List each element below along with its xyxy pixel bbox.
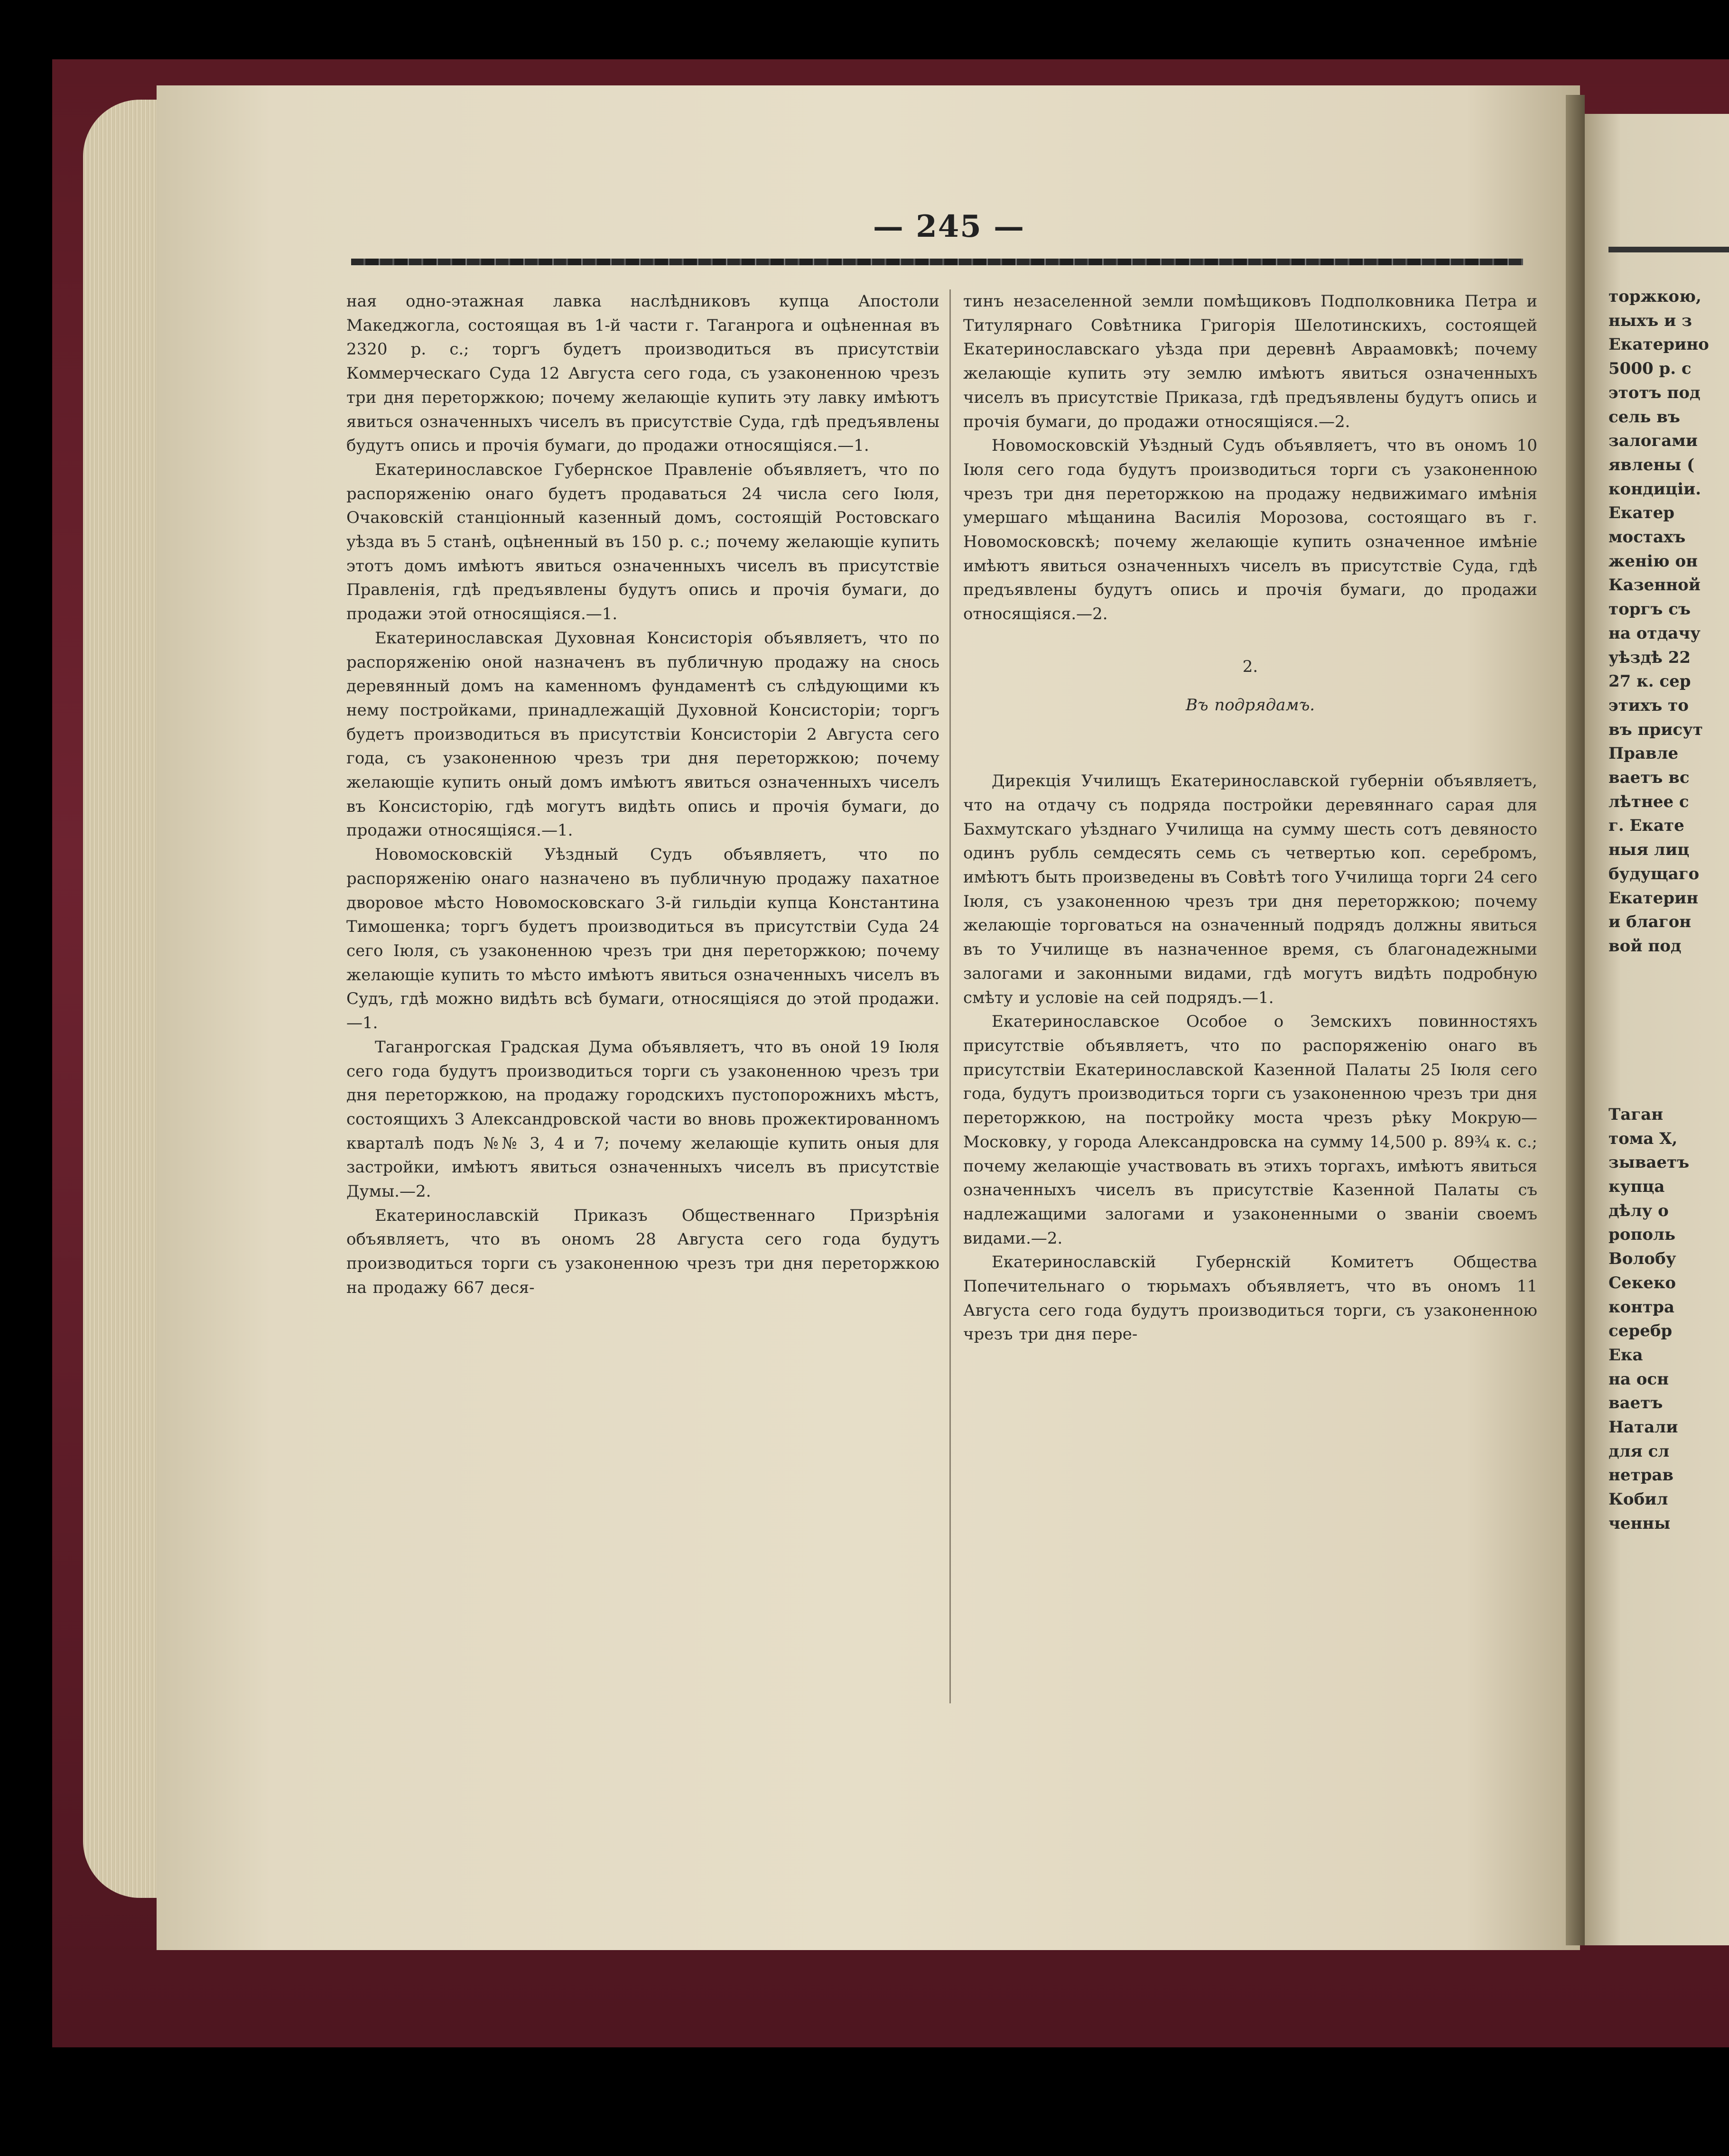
next-page-line: рополь xyxy=(1608,1225,1676,1245)
next-page-line: Екатерин xyxy=(1608,888,1699,908)
section-number: 2. xyxy=(1242,657,1258,676)
notice-paragraph: Екатеринославское Губернское Правленіе объявляетъ, что по распоряженію онаго будетъ продаваться 24 числа сего Іюля, Очаковскій станціонный казенный домъ, состоящій Ростовскаго уѣзда въ 5 станѣ, оцѣненный въ 150 р. с.; почему желающіе купить этотъ домъ имѣютъ явиться означенныхъ чиселъ въ присутствіе Правленія, гдѣ предъявлены будутъ опись и прочія бумаги, до продажи этой относящіяся.—1. xyxy=(346,460,939,624)
background-strip xyxy=(0,2050,1729,2156)
next-page-line: контра xyxy=(1608,1297,1674,1317)
next-page-line: ныя лиц xyxy=(1608,840,1690,860)
page-number: — 245 — xyxy=(873,209,1025,244)
next-page-line: 27 к. сер xyxy=(1608,672,1691,691)
next-page-line: нетрав xyxy=(1608,1466,1674,1485)
next-page-line: вой под xyxy=(1608,936,1682,956)
next-page-line: для сл xyxy=(1608,1441,1670,1461)
next-page-line xyxy=(1608,1031,1729,1055)
next-page-line: купца xyxy=(1608,1177,1665,1197)
notice-paragraph: Екатеринославскій Приказъ Общественнаго Призрѣнія объявляетъ, что въ ономъ 28 Августа сего года будутъ производиться торги съ узаконенною чрезъ три дня переторжкою на продажу 667 деся- xyxy=(346,1206,939,1297)
next-page-line: ваетъ вс xyxy=(1608,768,1690,788)
next-page-line xyxy=(1608,1078,1729,1103)
next-page-line: мостахъ xyxy=(1608,528,1686,547)
notice-paragraph: ная одно-этажная лавка наслѣдниковъ купца Апостоли Македжогла, состоящая въ 1-й части г. Таганрога и оцѣненная въ 2320 р. с.; торгъ будетъ производиться въ присутствіи Коммерческаго Суда 12 Августа сего года, съ узаконенною чрезъ три дня переторжкою; почему желающіе купить эту лавку имѣютъ явиться означенныхъ чиселъ въ присутствіе Суда, гдѣ предъявлены будутъ опись и прочія бумаги, до продажи относящіяся.—1. xyxy=(346,292,939,455)
next-page-line xyxy=(1608,982,1729,1006)
left-column xyxy=(346,289,939,1300)
notice-paragraph: Дирекція Училищъ Екатеринославской губерніи объявляетъ, что на отдачу съ подряда постройки деревяннаго сарая для Бахмутскаго уѣзднаго Училища на сумму шесть сотъ девяносто одинъ рубль семдесять семь съ четвертью коп. серебромъ, имѣютъ быть произведены въ Совѣтѣ того Училища торги 24 сего Іюля, съ узаконенною чрезъ три дня переторжкою; почему желающіе торговаться на означенный подрядъ должны явиться въ то Училище въ назначенное время, съ благонадежными залогами и законными видами, гдѣ могутъ видѣть подробную смѣту и условіе на сей подрядъ.—1. xyxy=(963,771,1537,1007)
next-page-line: уѣздѣ 22 xyxy=(1608,648,1691,667)
notice-paragraph: Новомосковскій Уѣздный Судъ объявляетъ, что по распоряженію онаго назначено въ публичную продажу пахатное дворовое мѣсто Новомосковскаго 3-й гильдіи купца Константина Тимошенка; торгъ будетъ производиться въ присутствіи Суда 24 сего Іюля, съ узаконенною чрезъ три дня переторжкою; почему желающіе купить то мѣсто имѣютъ явиться означенныхъ чиселъ въ Судъ, гдѣ можно видѣть всѣ бумаги, относящіяся до этой продажи.—1. xyxy=(346,845,939,1033)
section-title: Въ подрядамъ. xyxy=(1185,695,1315,715)
next-page-line: ченны xyxy=(1608,1514,1671,1533)
next-page-line: явлены ( xyxy=(1608,455,1695,474)
next-page-line: Казенной xyxy=(1608,576,1701,595)
next-page-rule xyxy=(1608,247,1729,252)
next-page-line: этихъ то xyxy=(1608,696,1689,715)
next-page-line: дѣлу о xyxy=(1608,1201,1669,1220)
next-page-line: на осн xyxy=(1608,1369,1669,1389)
next-page-line xyxy=(1608,958,1729,983)
next-page-line: Екатер xyxy=(1608,503,1674,523)
next-page-line: сель въ xyxy=(1608,407,1680,427)
notice-paragraph: Новомосковскій Уѣздный Судъ объявляетъ, что въ ономъ 10 Іюля сего года будутъ производиться торги съ узаконенною чрезъ три дня переторжкою на продажу недвижимаго имѣнія умершаго мѣщанина Василія Морозова, состоящаго въ г. Новомосковскѣ; почему желающіе купить означенное имѣніе имѣютъ явиться означенныхъ чиселъ въ присутствіе Суда, гдѣ предъявлены будутъ опись и прочія бумаги, до продажи относящіяся.—2. xyxy=(963,436,1537,624)
next-page-line: кондиціи. xyxy=(1608,479,1701,499)
header-rule xyxy=(351,259,1523,265)
next-page-line: Правле xyxy=(1608,744,1679,763)
next-page-line: на отдачу xyxy=(1608,623,1701,643)
next-page-line: въ присут xyxy=(1608,720,1703,739)
next-page-line: Екатерино xyxy=(1608,335,1709,354)
next-page-line: Кобил xyxy=(1608,1490,1668,1509)
next-page-line: ныхъ и з xyxy=(1608,311,1692,330)
next-page-line: торгъ съ xyxy=(1608,600,1691,619)
next-page-line: зываетъ xyxy=(1608,1153,1690,1172)
notice-paragraph: Екатеринославское Особое о Земскихъ повинностяхъ присутствіе объявляетъ, что по распоряженію онаго въ присутствіи Екатеринославской Казенной Палаты 25 Іюля сего года, будутъ производиться торги съ узаконенною чрезъ три дня переторжкою, на постройку моста чрезъ рѣку Мокрую—Московку, у города Александровска на сумму 14,500 р. 89¾ к. с.; почему желающіе участвовать въ этихъ торгахъ, имѣютъ явиться означенныхъ чиселъ въ присутствіе Казенной Палаты съ надлежащими залогами и узаконенными о званіи своемъ видами.—2. xyxy=(963,1012,1537,1248)
book-gutter xyxy=(1566,95,1585,1945)
next-page-line: Натали xyxy=(1608,1418,1678,1437)
notice-paragraph: Екатеринославскій Губернскій Комитетъ Общества Попечительнаго о тюрьмахъ объявляетъ, что въ ономъ 11 Августа сего года будутъ производиться торги, съ узаконенною чрезъ три дня пере- xyxy=(963,1253,1537,1344)
next-page-line: ваетъ xyxy=(1608,1394,1663,1413)
next-page-line: лѣтнее с xyxy=(1608,792,1689,811)
next-page-line: этотъ под xyxy=(1608,383,1701,402)
next-page-line: торжкою, xyxy=(1608,287,1701,306)
next-page-line: Ека xyxy=(1608,1345,1643,1365)
next-page-line: тома Х, xyxy=(1608,1129,1678,1148)
next-page-line: г. Екате xyxy=(1608,816,1684,836)
right-column xyxy=(963,289,1537,1347)
column-divider xyxy=(949,289,951,1703)
next-page-line: залогами xyxy=(1608,431,1698,451)
next-page-line: и благон xyxy=(1608,912,1692,932)
notice-paragraph: Екатеринославская Духовная Консисторія объявляетъ, что по распоряженію оной назначенъ въ публичную продажу на снось деревянный домъ на каменномъ фундаментѣ съ слѣдующими къ нему постройками, принадлежащій Духовной Консисторіи; торгъ будетъ производиться въ присутствіи Консисторіи 2 Августа сего года, съ узаконенною чрезъ три дня переторжкою; почему желающіе купить оный домъ имѣютъ явиться означенныхъ чиселъ въ Консисторію, гдѣ могутъ видѣть опись и прочія бумаги, до продажи относящіяся.—1. xyxy=(346,628,939,840)
notice-paragraph: тинъ незаселенной земли помѣщиковъ Подполковника Петра и Титулярнаго Совѣтника Григорія Шелотинскихъ, состоящей Екатеринославскаго уѣзда при деревнѣ Авраамовкѣ; почему желающіе купить эту землю имѣютъ явиться означенныхъ чиселъ въ присутствіе Приказа, гдѣ предъявлены будутъ опись и прочія бумаги, до продажи относящіяся.—2. xyxy=(963,292,1537,431)
next-page-line: серебр xyxy=(1608,1321,1673,1341)
next-page-text xyxy=(1608,285,1729,1536)
next-page-line: женію он xyxy=(1608,551,1698,571)
next-page-line: Таган xyxy=(1608,1105,1664,1124)
next-page-line: Волобу xyxy=(1608,1249,1676,1269)
next-page-line: Секеко xyxy=(1608,1273,1676,1292)
next-page-line: будущаго xyxy=(1608,864,1700,883)
notice-paragraph: Таганрогская Градская Дума объявляетъ, что въ оной 19 Іюля сего года будутъ производиться торги съ узаконенною чрезъ три дня переторжкою, на продажу городскихъ пустопорожнихъ мѣстъ, состоящихъ 3 Александровской части во вновь прожектированномъ кварталѣ подъ №№ 3, 4 и 7; почему желающіе купить оныя для застройки, имѣютъ явиться означенныхъ чиселъ въ присутствіе Думы.—2. xyxy=(346,1037,939,1201)
next-page-line xyxy=(1608,1006,1729,1031)
next-page-line: 5000 р. с xyxy=(1608,359,1692,379)
next-page-line xyxy=(1608,1055,1729,1079)
